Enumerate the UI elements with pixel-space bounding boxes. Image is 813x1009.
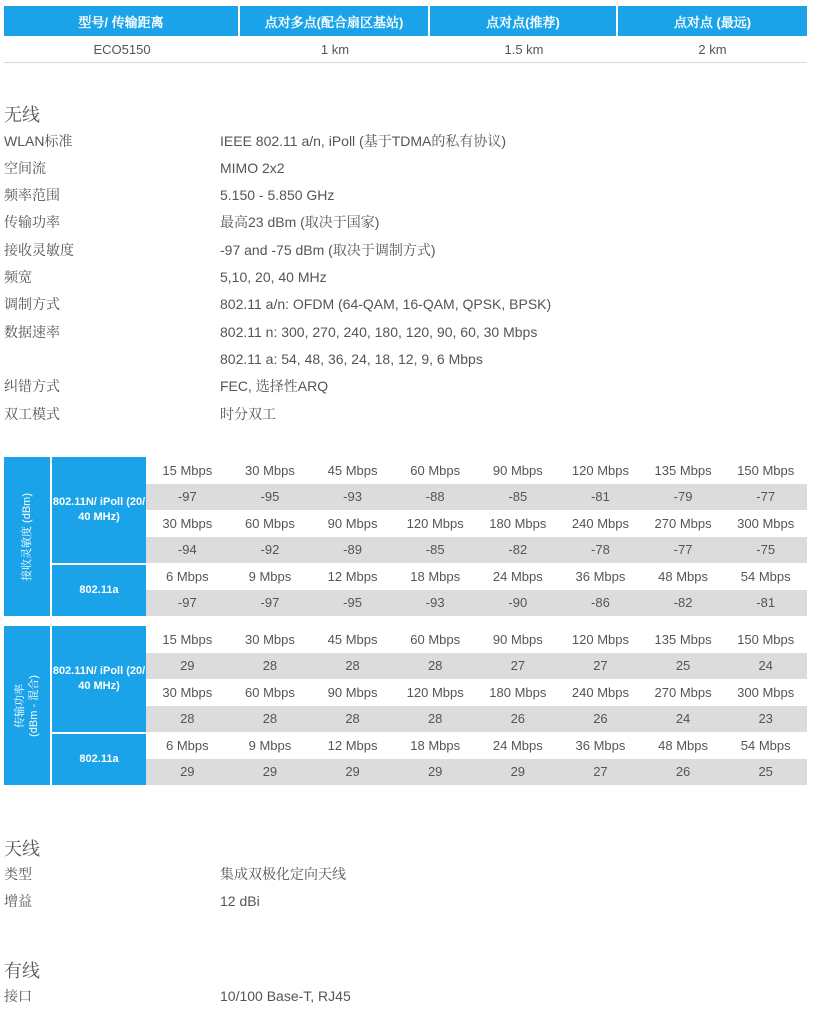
value-cell: -77	[673, 542, 693, 558]
sensitivity-grid	[146, 457, 807, 616]
spec-row	[4, 264, 804, 291]
value-row	[146, 706, 807, 733]
spec-value: 10/100 Base-T, RJ45	[220, 987, 351, 1004]
rate-cell: 30 Mbps	[245, 462, 295, 478]
spec-value: 时分双工	[220, 405, 276, 422]
value-cell: 28	[262, 658, 278, 674]
rate-cell: 36 Mbps	[575, 568, 626, 584]
rate-row	[146, 510, 807, 537]
rate-cell: 300 Mbps	[737, 515, 795, 531]
rate-cell: 270 Mbps	[654, 684, 712, 700]
value-cell: -85	[508, 489, 528, 505]
spec-value: 5,10, 20, 40 MHz	[220, 269, 327, 285]
rate-cell: 300 Mbps	[737, 684, 795, 700]
spec-value: 12 dBi	[220, 892, 260, 909]
value-cell: 29	[427, 764, 443, 780]
rate-cell: 6 Mbps	[165, 737, 209, 753]
spec-value: 802.11 a: 54, 48, 36, 24, 18, 12, 9, 6 Mbps	[220, 350, 483, 367]
value-cell: -82	[673, 595, 693, 611]
rate-cell: 54 Mbps	[740, 737, 791, 753]
value-cell: -95	[343, 595, 362, 611]
value-cell: 25	[675, 658, 691, 674]
power-label-line2: (dBm - 混合)	[28, 674, 40, 737]
spec-key: 增益	[4, 892, 32, 909]
spec-row	[4, 291, 804, 318]
rate-cell: 60 Mbps	[245, 515, 295, 531]
power-mode-n: 802.11N/ iPoll (20/ 40 MHz)	[52, 626, 146, 732]
rate-cell: 48 Mbps	[658, 737, 708, 753]
value-cell: -88	[425, 489, 445, 505]
rate-cell: 12 Mbps	[327, 568, 378, 584]
spec-value: 802.11 n: 300, 270, 240, 180, 120, 90, 60, 30 Mbps	[220, 323, 538, 340]
section-title-wireless: 无线	[4, 105, 40, 125]
spec-value: 802.11 a/n: OFDM (64-QAM, 16-QAM, QPSK, BPSK)	[220, 296, 552, 313]
value-cell: -77	[756, 489, 776, 505]
range-table-header	[4, 6, 807, 36]
section-title-antenna: 天线	[4, 839, 40, 859]
value-cell: -89	[343, 542, 362, 558]
spec-value: 5.150 - 5.850 GHz	[220, 187, 335, 204]
rate-row	[146, 679, 807, 706]
value-cell: -90	[508, 595, 528, 611]
value-cell: 27	[593, 658, 608, 674]
rate-cell: 135 Mbps	[654, 631, 712, 647]
rate-cell: 9 Mbps	[248, 568, 292, 584]
value-cell: -92	[260, 542, 280, 558]
value-row	[146, 537, 807, 564]
spec-value: IEEE 802.11 a/n, iPoll (基于TDMA的私有协议)	[220, 132, 507, 149]
rate-cell: 24 Mbps	[492, 568, 543, 584]
rate-row	[146, 457, 807, 484]
value-cell: 24	[675, 711, 691, 727]
rate-cell: 90 Mbps	[327, 684, 378, 700]
rate-cell: 60 Mbps	[410, 462, 461, 478]
header-ptp-max: 点对点 (最远)	[618, 6, 807, 36]
power-mode-a: 802.11a	[52, 734, 146, 785]
rate-cell: 90 Mbps	[327, 515, 378, 531]
spec-row	[4, 982, 804, 1009]
value-cell: -93	[425, 595, 445, 611]
value-cell: 27	[510, 658, 526, 674]
value-row	[146, 653, 807, 680]
rate-cell: 120 Mbps	[406, 515, 464, 531]
value-cell: 29	[180, 764, 195, 780]
value-cell: 27	[593, 764, 608, 780]
rate-cell: 30 Mbps	[162, 684, 213, 700]
rate-cell: 270 Mbps	[654, 515, 712, 531]
rate-cell: 6 Mbps	[165, 568, 209, 584]
range-table	[4, 6, 807, 63]
spec-key: 数据速率	[4, 323, 60, 340]
rate-cell: 12 Mbps	[327, 737, 378, 753]
spec-row	[4, 127, 804, 154]
rate-cell: 120 Mbps	[571, 631, 629, 647]
value-cell: 23	[758, 711, 773, 727]
value-row	[146, 590, 807, 617]
spec-row	[4, 860, 804, 887]
rate-cell: 60 Mbps	[410, 631, 461, 647]
rate-cell: 36 Mbps	[575, 737, 626, 753]
spec-row	[4, 182, 804, 209]
rate-cell: 180 Mbps	[489, 684, 547, 700]
spec-value: FEC, 选择性ARQ	[220, 378, 329, 395]
rate-cell: 30 Mbps	[162, 515, 213, 531]
sensitivity-mode-n: 802.11N/ iPoll (20/ 40 MHz)	[52, 457, 146, 563]
rate-cell: 135 Mbps	[654, 462, 712, 478]
spec-row	[4, 373, 804, 400]
value-cell: 28	[345, 658, 360, 674]
cell-ptp-max: 2 km	[698, 41, 727, 57]
spec-key: 接口	[4, 987, 32, 1004]
rate-row	[146, 563, 807, 590]
rate-cell: 54 Mbps	[740, 568, 791, 584]
spec-key: 纠错方式	[4, 378, 60, 395]
rate-cell: 15 Mbps	[162, 462, 213, 478]
spec-key: WLAN标准	[4, 132, 73, 149]
value-cell: -78	[591, 542, 610, 558]
power-table	[4, 626, 807, 785]
spec-value: 最高23 dBm (取决于国家)	[220, 214, 380, 231]
spec-value: 集成双极化定向天线	[220, 865, 346, 882]
value-cell: 29	[180, 658, 195, 674]
value-cell: 28	[262, 711, 278, 727]
header-ptmp: 点对多点(配合扇区基站)	[240, 6, 430, 36]
spec-row	[4, 209, 804, 236]
rate-cell: 45 Mbps	[327, 462, 378, 478]
rate-cell: 240 Mbps	[571, 515, 629, 531]
value-cell: -97	[177, 595, 197, 611]
value-row	[146, 759, 807, 786]
value-cell: 29	[510, 764, 526, 780]
value-cell: -95	[260, 489, 280, 505]
value-cell: 26	[510, 711, 526, 727]
value-cell: 29	[345, 764, 360, 780]
value-row	[146, 484, 807, 511]
rate-cell: 15 Mbps	[162, 631, 213, 647]
spec-key: 频率范围	[4, 187, 60, 204]
power-grid	[146, 626, 807, 785]
rate-cell: 150 Mbps	[737, 631, 795, 647]
spec-row	[4, 318, 804, 345]
range-table-row	[4, 36, 807, 63]
value-cell: -81	[591, 489, 610, 505]
value-cell: 28	[345, 711, 360, 727]
value-cell: 28	[427, 711, 443, 727]
spec-key: 传输功率	[4, 214, 60, 231]
rate-cell: 9 Mbps	[248, 737, 292, 753]
rate-cell: 24 Mbps	[492, 737, 543, 753]
spec-row	[4, 887, 804, 914]
value-cell: -93	[343, 489, 362, 505]
rate-cell: 60 Mbps	[245, 684, 295, 700]
value-cell: -81	[756, 595, 776, 611]
spec-key: 空间流	[4, 159, 46, 176]
rate-cell: 18 Mbps	[410, 737, 461, 753]
sensitivity-mode-a: 802.11a	[52, 565, 146, 616]
rate-cell: 240 Mbps	[571, 684, 629, 700]
spec-row	[4, 345, 804, 372]
value-cell: -75	[756, 542, 776, 558]
rate-cell: 30 Mbps	[245, 631, 295, 647]
rate-cell: 48 Mbps	[658, 568, 708, 584]
spec-row	[4, 236, 804, 263]
value-cell: -97	[260, 595, 280, 611]
value-cell: 29	[262, 764, 278, 780]
spec-value: -97 and -75 dBm (取决于调制方式)	[220, 241, 436, 258]
value-cell: 26	[593, 711, 608, 727]
spec-key: 类型	[4, 865, 32, 882]
rate-cell: 90 Mbps	[492, 631, 543, 647]
spec-key: 频宽	[4, 269, 32, 285]
value-cell: 28	[180, 711, 195, 727]
power-label	[4, 626, 50, 785]
spec-row	[4, 400, 804, 427]
spec-key: 调制方式	[4, 296, 60, 313]
value-cell: -94	[177, 542, 197, 558]
value-cell: -86	[591, 595, 610, 611]
spec-row	[4, 154, 804, 181]
header-ptp-recommended: 点对点(推荐)	[430, 6, 618, 36]
cell-model: ECO5150	[93, 41, 151, 57]
cell-ptp-recommended: 1.5 km	[504, 41, 544, 57]
rate-cell: 18 Mbps	[410, 568, 461, 584]
power-label-text	[13, 675, 41, 737]
sensitivity-label	[4, 457, 50, 616]
rate-row	[146, 732, 807, 759]
section-title-wired: 有线	[4, 961, 40, 981]
rate-cell: 45 Mbps	[327, 631, 378, 647]
value-cell: -79	[673, 489, 693, 505]
spec-key: 双工模式	[4, 405, 60, 422]
value-cell: -85	[425, 542, 445, 558]
value-cell: 25	[758, 764, 773, 780]
rate-cell: 150 Mbps	[737, 462, 795, 478]
value-cell: -82	[508, 542, 528, 558]
rate-row	[146, 626, 807, 653]
rate-cell: 180 Mbps	[489, 515, 547, 531]
spec-key: 接收灵敏度	[4, 241, 74, 258]
cell-ptmp: 1 km	[320, 41, 350, 57]
sensitivity-table	[4, 457, 807, 616]
header-model: 型号/ 传输距离	[4, 6, 240, 36]
rate-cell: 90 Mbps	[492, 462, 543, 478]
value-cell: 26	[675, 764, 691, 780]
rate-cell: 120 Mbps	[406, 684, 464, 700]
sensitivity-label-text: 接收灵敏度 (dBm)	[21, 492, 33, 581]
rate-cell: 120 Mbps	[571, 462, 629, 478]
power-label-line1: 传输功率	[14, 683, 26, 728]
value-cell: 24	[758, 658, 773, 674]
spec-value: MIMO 2x2	[220, 159, 285, 176]
value-cell: 28	[427, 658, 443, 674]
value-cell: -97	[177, 489, 197, 505]
